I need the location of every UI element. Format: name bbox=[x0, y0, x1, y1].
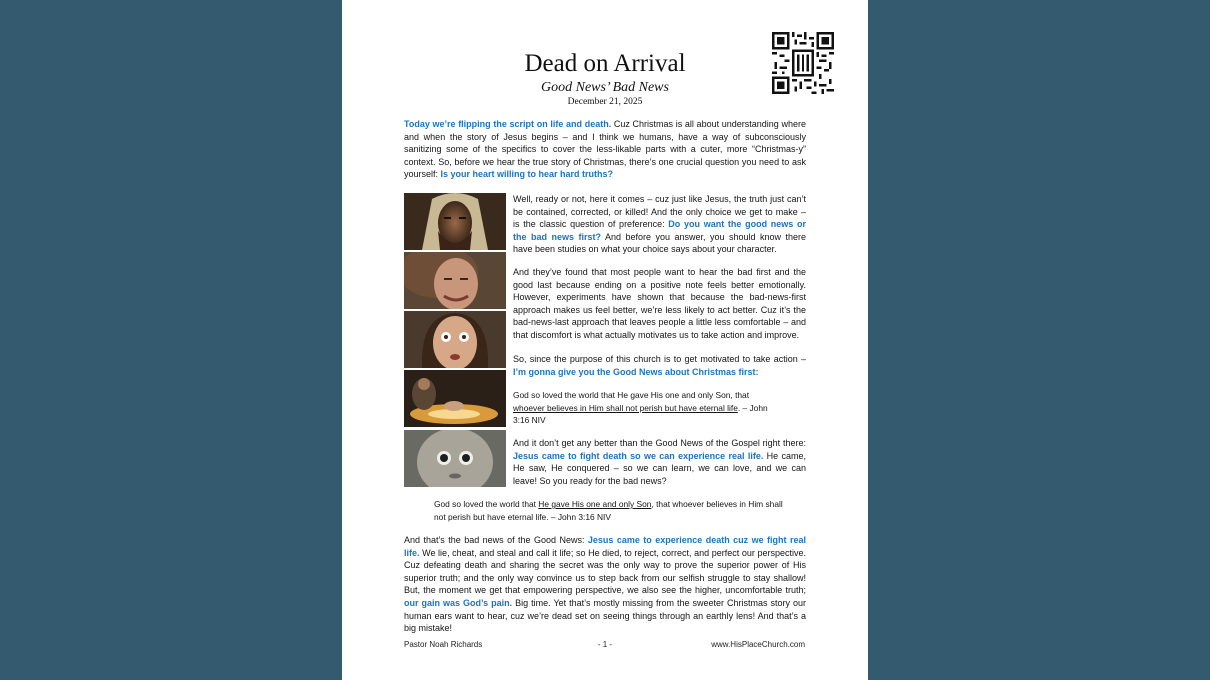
paragraph-good-news-text: And it don’t get any better than the Good News of the Gospel right there: bbox=[513, 438, 806, 448]
paragraph-bad-news-text-mid: We lie, cheat, and steal and call it life; so He died, to reject, correct, and perfect our perspective. Cuz defeating death and sharing the secret was the only way to prove the superior power of His superior truth; and the only way convince us to step back from our selfish struggle to stay shallow! But, the moment we get that empowering perspective, we also see the higher, uncomfortable truth; bbox=[404, 547, 806, 596]
photo-nativity-manger bbox=[404, 370, 506, 427]
scripture-quote-1 bbox=[513, 389, 783, 427]
paragraph-ready-or-not-text: Well, ready or not, here it comes – cuz just like Jesus, the truth just can’t be contained, corrected, or killed! And the only choice we get to make – is the classic question of preference: bbox=[513, 194, 806, 230]
qr-code-icon bbox=[772, 32, 834, 94]
intro-body: Cuz Christmas is all about understanding where and when the story of Jesus begins – and I think we humans, have a way of subconsciously sanitizing some of the specifics to cover the less-likable parts with a cuter, more “Christmas-y” context. So, before we hear the true story of Christmas, there’s one crucial question you need to ask yourself: bbox=[404, 119, 806, 180]
intro-lead: Today we’re flipping the script on life and death. bbox=[404, 119, 612, 129]
paragraph-purpose-text: So, since the purpose of this church is to get motivated to take action – bbox=[513, 354, 806, 364]
paragraph-ready-or-not bbox=[513, 193, 806, 256]
scripture-quote-2-ref: , that whoever believes in Him shall not perish but have eternal life. – John 3:16 NIV bbox=[434, 499, 783, 522]
paragraph-ready-or-not-text-end: And before you answer, you should know there have been studies on what your choice says about your character. bbox=[513, 231, 807, 255]
paragraph-good-news-text-end: He came, He saw, He conquered – so we can learn, we can love, and we can leave! So you ready for the bad news? bbox=[513, 450, 806, 486]
good-or-bad-question: Do you want the good news or the bad news first? bbox=[513, 219, 807, 242]
paragraph-bad-news bbox=[404, 534, 806, 635]
paragraph-purpose bbox=[513, 353, 806, 378]
paragraph-bad-news-text: And that’s the bad news of the Good News: bbox=[404, 535, 588, 545]
paragraph-studies: And they’ve found that most people want to hear the bad first and the good last because ending on a positive note feels better emotionally. However, experiments have shown that because the bad-news-first approach makes us feel better, we’re less likely to act better. Cuz it’s the bad-news-last approach that leaves people a little less comfortable – and that discomfort is what actually motivates us to take action and improve. bbox=[513, 267, 806, 340]
gods-pain-callout: our gain was God’s pain. bbox=[404, 597, 513, 608]
photo-baby-face bbox=[404, 430, 506, 487]
page-date: December 21, 2025 bbox=[567, 97, 643, 107]
experience-death-callout: Jesus came to experience death cuz we fight real life. bbox=[404, 535, 806, 558]
scripture-quote-2-underlined: He gave His one and only Son bbox=[538, 499, 652, 509]
paragraph-good-news bbox=[513, 437, 806, 487]
photo-smiling-woman bbox=[404, 252, 506, 309]
scripture-quote-1-text: God so loved the world that He gave His one and only Son, that bbox=[513, 390, 750, 400]
footer-page-number: - 1 - bbox=[597, 640, 613, 649]
scripture-quote-2-text: God so loved the world that bbox=[434, 499, 539, 509]
paragraph-bad-news-text-end: Big time. Yet that’s mostly missing from the sweeter Christmas story our human ears want to hear, cuz we’re dead set on seeing things through an earthly lens! And that’s a big mistake! bbox=[404, 597, 806, 634]
jesus-fight-death-callout: Jesus came to fight death so we can experience real life. bbox=[513, 450, 764, 461]
footer-author: Pastor Noah Richards bbox=[404, 640, 483, 649]
scripture-quote-2 bbox=[434, 498, 786, 523]
intro-question: Is your heart willing to hear hard truths? bbox=[440, 169, 614, 180]
scripture-quote-1-ref: . – John 3:16 NIV bbox=[513, 402, 768, 425]
page-title: Dead on Arrival bbox=[524, 50, 686, 77]
document-page bbox=[342, 0, 868, 680]
scripture-quote-1-underlined: whoever believes in Him shall not perish but have eternal life bbox=[513, 402, 738, 413]
intro-paragraph bbox=[404, 118, 806, 181]
page-subtitle: Good News’ Bad News bbox=[541, 80, 669, 95]
photo-jesus bbox=[404, 193, 506, 250]
good-news-first-callout: I’m gonna give you the Good News about Christmas first: bbox=[513, 366, 759, 377]
photo-shocked-woman bbox=[404, 311, 506, 368]
footer-website: www.HisPlaceChurch.com bbox=[711, 640, 805, 649]
